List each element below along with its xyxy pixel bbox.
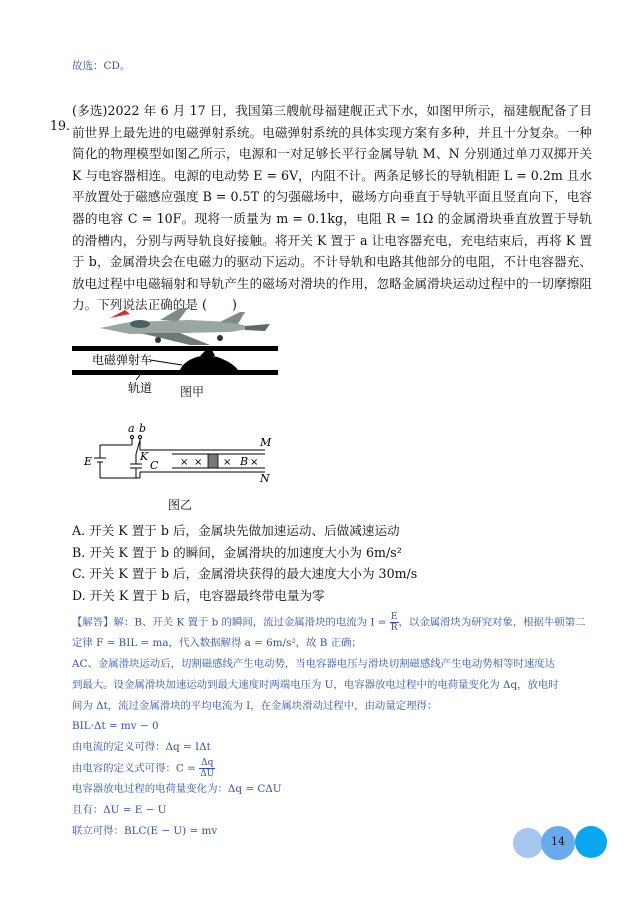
solution-line-1b: ，以金属滑块为研究对象，根据牛顿第二 bbox=[398, 616, 586, 629]
page-number: 14 bbox=[551, 835, 565, 848]
label-E: E bbox=[84, 455, 93, 468]
page-dot-right bbox=[575, 826, 607, 858]
figure-jia bbox=[70, 300, 290, 430]
field-x-mark: × bbox=[194, 457, 203, 468]
question-text: (多选)2022 年 6 月 17 日，我国第三艘航母福建舰正式下水，如图甲所示，福建舰配备了目前世界上最先进的电磁弹射系统。电磁弹射系统的具体实现方案有多种，并且十分复杂。一种简化的物理模型如图乙所示，电源和一对足够长平行金属导轨 M、N 分别通过单刀双掷开关 K 与电容器相连。电源的电动势 E = 6V，内阻不计。两条足够长的导轨相距 L = 0.2m 且水平放置处于磁感应强度 B = 0.5T 的匀强磁场中，磁场方向垂直于导轨平面且竖直向下，电容器的电容 C = 10F。现将一质量为 m = 0.1kg，电阻 R = 1Ω 的金属滑块垂直放置于导轨的滑槽内，分别与两导轨良好接触。将开关 K 置于 a 让电容器充电，充电结束后，再将 K 置于 b，金属滑块会在电磁力的驱动下运动。不计导轨和电路其他部分的电阻，不计电容器充、放电过程中电磁辐射和导轨产生的磁场对滑块的作用，忽略金属滑块运动过程中的一切摩擦阻力。下列说法正确的是 ( ) bbox=[72, 103, 592, 313]
label-b: b bbox=[139, 422, 147, 435]
label-car: 电磁弹射车 bbox=[92, 353, 153, 367]
previous-answer: 故选：CD。 bbox=[72, 60, 131, 72]
solution-line-8a: 由电容的定义式可得：C = bbox=[72, 762, 196, 775]
field-x-mark: × bbox=[223, 457, 232, 468]
solution-line-9: 电容器放电过程的电荷量变化为：Δq = CΔU bbox=[72, 783, 282, 796]
label-a: a bbox=[128, 422, 135, 435]
field-x-mark: × bbox=[250, 457, 259, 468]
figure-yi-caption: 图乙 bbox=[168, 498, 193, 512]
solution-tag: 【解答】 bbox=[72, 616, 114, 629]
solution-line-6: BIL·Δt = mv − 0 bbox=[72, 720, 159, 733]
options-list bbox=[72, 520, 417, 606]
solution-line-4: 到最大。设金属滑块加速运动到最大速度时两端电压为 U，电容器放电过程中的电荷量变化为 Δq，放电时 bbox=[72, 678, 559, 691]
page-dot-left bbox=[513, 828, 543, 858]
label-M: M bbox=[260, 436, 272, 449]
label-C: C bbox=[150, 459, 159, 472]
solution-line-5: 间为 Δt，流过金属滑块的平均电流为 I，在金属块滑动过程中，由动量定理得： bbox=[72, 699, 438, 712]
label-B: B bbox=[240, 455, 249, 468]
fraction-e-over-r: $\frac{E}{R}$ bbox=[390, 612, 398, 633]
solution-line-11: 联立可得：BLC(E − U) = mv bbox=[72, 824, 218, 837]
solution-line-3: AC、金属滑块运动后，切割磁感线产生电动势，当电容器电压与滑块切割磁感线产生电动势相等时速度达 bbox=[72, 658, 556, 671]
question-number: 19. bbox=[50, 118, 71, 133]
label-track: 轨道 bbox=[128, 381, 153, 395]
fighter-jet-image bbox=[100, 308, 270, 345]
label-K: K bbox=[140, 450, 149, 463]
option-b: B. 开关 K 置于 b 的瞬间，金属滑块的加速度大小为 6m/s² bbox=[72, 544, 402, 560]
field-x-mark: × bbox=[180, 457, 189, 468]
solution-block bbox=[72, 612, 597, 842]
label-N: N bbox=[260, 472, 270, 485]
option-a: A. 开关 K 置于 b 后，金属块先做加速运动、后做减速运动 bbox=[72, 523, 400, 538]
fraction-dq-over-du: $\frac{\Delta q}{\Delta U}$ bbox=[200, 758, 215, 780]
solution-line-7: 由电流的定义可得：Δq = IΔt bbox=[72, 741, 211, 754]
solution-line-2: 定律 F = BIL = ma，代入数据解得 a = 6m/s²，故 B 正确； bbox=[72, 637, 362, 650]
option-c: C. 开关 K 置于 b 后，金属滑块获得的最大速度大小为 30m/s bbox=[72, 566, 418, 582]
option-d: D. 开关 K 置于 b 后，电容器最终带电量为零 bbox=[72, 587, 325, 603]
page-indicator bbox=[513, 826, 607, 862]
question-block bbox=[50, 100, 592, 316]
solution-line-10: 且有：ΔU = E − U bbox=[72, 804, 167, 817]
solution-line-1a: 解：B、开关 K 置于 b 的瞬间，流过金属滑块的电流为 I = bbox=[113, 616, 387, 629]
figure-jia-caption: 图甲 bbox=[180, 385, 205, 399]
